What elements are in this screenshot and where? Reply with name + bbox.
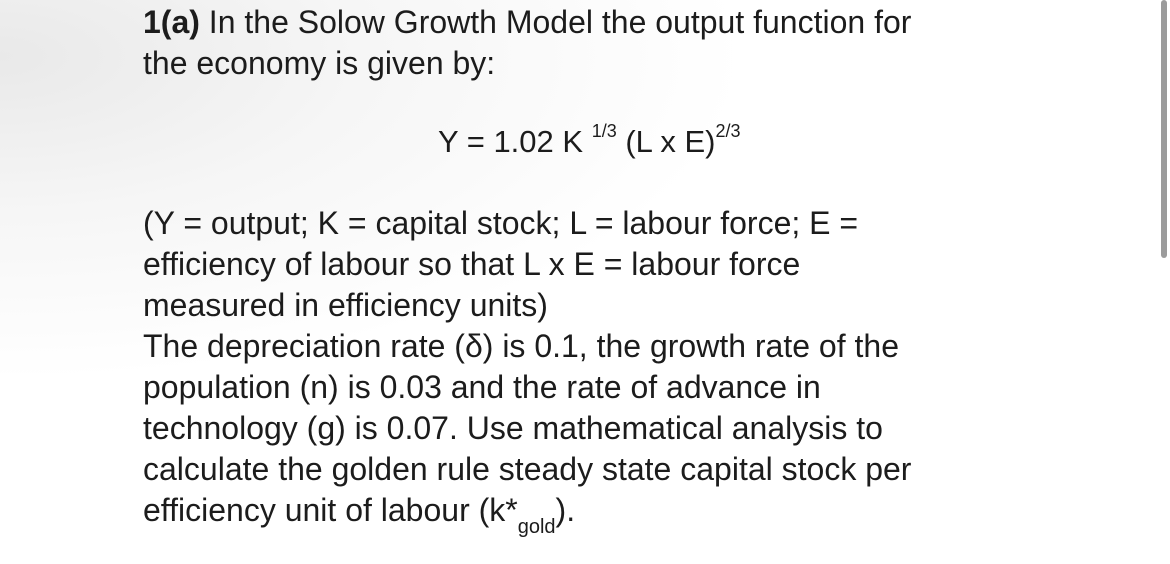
definitions-line-2: efficiency of labour so that L x E = labour force xyxy=(143,246,801,282)
definitions-and-problem xyxy=(143,203,1043,536)
question-intro-text: In the Solow Growth Model the output function for xyxy=(208,4,912,40)
question-intro xyxy=(143,2,1043,84)
capital-exponent: 1/3 xyxy=(591,120,617,141)
problem-line-2: population (n) is 0.03 and the rate of advance in xyxy=(143,369,821,405)
question-heading-line-1 xyxy=(143,2,1043,43)
problem-line-1: The depreciation rate (δ) is 0.1, the growth rate of the xyxy=(143,328,899,364)
vertical-scrollbar[interactable] xyxy=(1158,0,1170,564)
problem-line-4: calculate the golden rule steady state capital stock per xyxy=(143,451,912,487)
equation-lhs: Y = 1.02 K xyxy=(438,124,584,159)
labour-exponent: 2/3 xyxy=(715,120,741,141)
question-heading-line-2: the economy is given by: xyxy=(143,45,496,81)
question-number: 1(a) xyxy=(143,4,200,40)
definitions-line-1: (Y = output; K = capital stock; L = labour force; E = xyxy=(143,205,859,241)
problem-line-5-end: ). xyxy=(555,492,576,528)
output-function-equation xyxy=(438,120,741,160)
gold-subscript: gold xyxy=(517,516,556,538)
equation-labour-term: (L x E) xyxy=(625,124,716,159)
definitions-line-3: measured in efficiency units) xyxy=(143,287,548,323)
scrollbar-thumb[interactable] xyxy=(1161,0,1167,258)
problem-line-5 xyxy=(143,490,1043,536)
problem-line-3: technology (g) is 0.07. Use mathematical analysis to xyxy=(143,410,883,446)
problem-line-5-start: efficiency unit of labour (k* xyxy=(143,492,518,528)
